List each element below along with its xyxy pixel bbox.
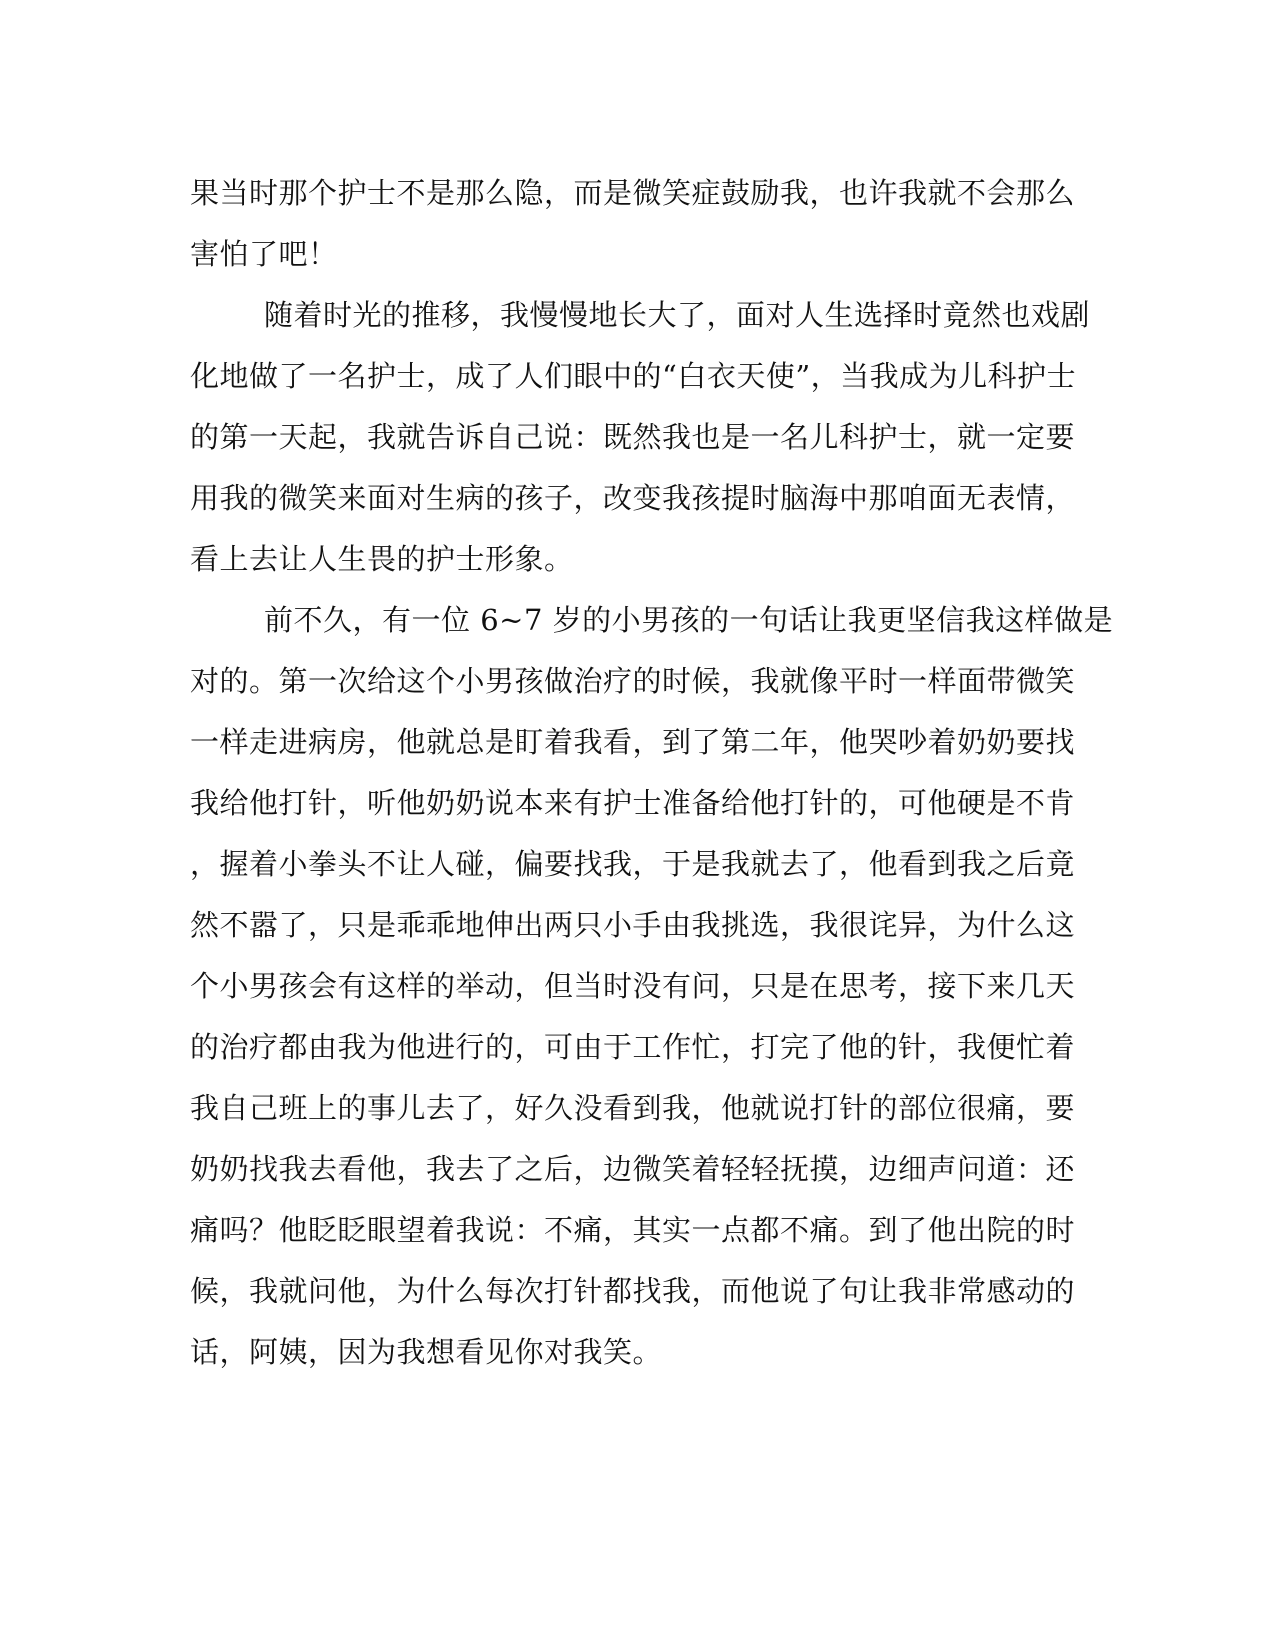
- text-line: 个小男孩会有这样的举动，但当时没有问，只是在思考，接下来几天: [190, 969, 1076, 1003]
- text-line: 奶奶找我去看他，我去了之后，边微笑着轻轻抚摸，边细声问道：还: [190, 1152, 1076, 1186]
- text-line: 的治疗都由我为他进行的，可由于工作忙，打完了他的针，我便忙着: [190, 1030, 1076, 1064]
- text-line: 我自己班上的事儿去了，好久没看到我，他就说打针的部位很痛，要: [190, 1091, 1076, 1125]
- text-line: 我给他打针，听他奶奶说本来有护士准备给他打针的，可他硬是不肯: [190, 786, 1076, 820]
- text-line: ，握着小拳头不让人碰，偏要找我，于是我就去了，他看到我之后竟: [190, 847, 1076, 881]
- text-line: 对的。第一次给这个小男孩做治疗的时候，我就像平时一样面带微笑: [190, 664, 1076, 698]
- text-line: 用我的微笑来面对生病的孩子，改变我孩提时脑海中那咱面无表情，: [190, 481, 1076, 515]
- text-line: 候，我就问他，为什么每次打针都找我，而他说了句让我非常感动的: [190, 1274, 1076, 1308]
- text-line: 话，阿姨，因为我想看见你对我笑。: [190, 1335, 663, 1369]
- paragraph-start-line: 前不久，有一位 6~7 岁的小男孩的一句话让我更坚信我这样做是: [264, 603, 1114, 637]
- text-line: 看上去让人生畏的护士形象。: [190, 542, 574, 576]
- text-line: 的第一天起，我就告诉自己说：既然我也是一名儿科护士，就一定要: [190, 420, 1076, 454]
- text-line: 害怕了吧！: [190, 237, 338, 271]
- text-line: 化地做了一名护士，成了人们眼中的“白衣天使”，当我成为儿科护士: [190, 359, 1077, 393]
- paragraph-start-line: 随着时光的推移，我慢慢地长大了，面对人生选择时竟然也戏剧: [264, 298, 1091, 332]
- text-line: 果当时那个护士不是那么隐，而是微笑症鼓励我，也许我就不会那么: [190, 176, 1076, 210]
- body-text: [190, 163, 1114, 1383]
- text-line: 一样走进病房，他就总是盯着我看，到了第二年，他哭吵着奶奶要找: [190, 725, 1076, 759]
- text-line: 然不嚣了，只是乖乖地伸出两只小手由我挑选，我很诧异，为什么这: [190, 908, 1076, 942]
- text-line: 痛吗？他眨眨眼望着我说：不痛，其实一点都不痛。到了他出院的时: [190, 1213, 1076, 1247]
